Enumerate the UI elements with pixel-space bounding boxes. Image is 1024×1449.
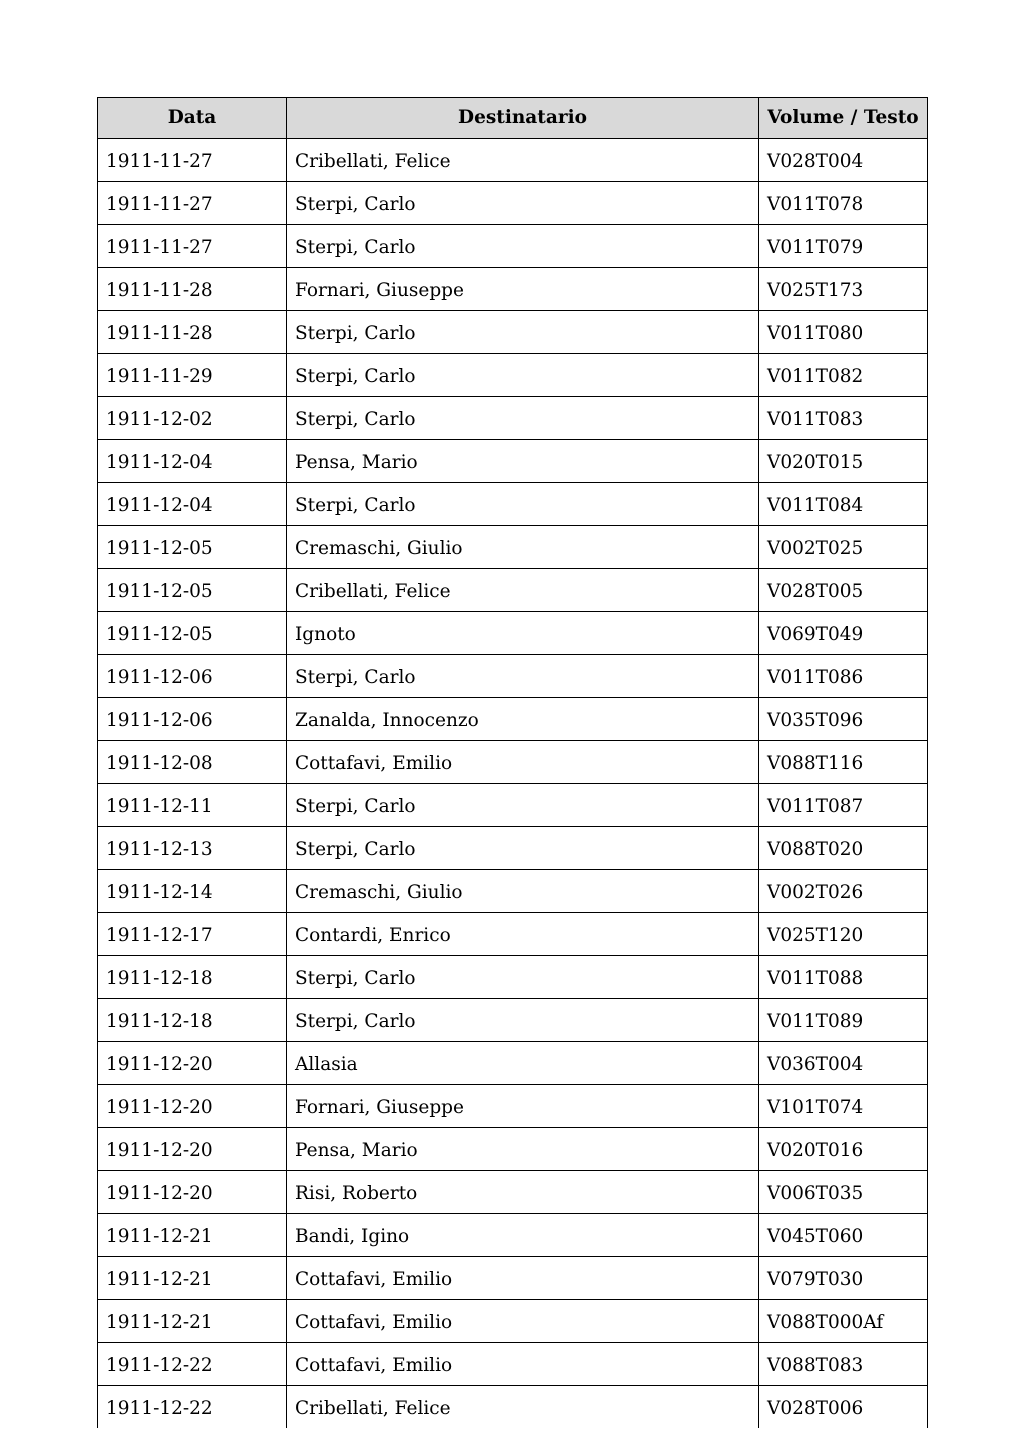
cell-recipient: Fornari, Giuseppe <box>287 268 759 311</box>
cell-date: 1911-12-05 <box>98 569 287 612</box>
cell-volume-text: V035T096 <box>759 698 928 741</box>
cell-recipient: Sterpi, Carlo <box>287 182 759 225</box>
cell-date: 1911-12-22 <box>98 1343 287 1386</box>
cell-recipient: Cottafavi, Emilio <box>287 1257 759 1300</box>
table-row <box>98 225 928 268</box>
cell-volume-text: V079T030 <box>759 1257 928 1300</box>
cell-date: 1911-12-21 <box>98 1214 287 1257</box>
table-row <box>98 784 928 827</box>
table-row <box>98 1257 928 1300</box>
cell-volume-text: V011T078 <box>759 182 928 225</box>
cell-recipient: Contardi, Enrico <box>287 913 759 956</box>
cell-recipient: Risi, Roberto <box>287 1171 759 1214</box>
cell-recipient: Cribellati, Felice <box>287 569 759 612</box>
cell-volume-text: V028T005 <box>759 569 928 612</box>
table-row <box>98 526 928 569</box>
cell-volume-text: V028T004 <box>759 139 928 182</box>
cell-date: 1911-12-08 <box>98 741 287 784</box>
header-recipient: Destinatario <box>287 98 759 139</box>
cell-recipient: Sterpi, Carlo <box>287 311 759 354</box>
cell-date: 1911-12-13 <box>98 827 287 870</box>
cell-volume-text: V002T025 <box>759 526 928 569</box>
table-row <box>98 655 928 698</box>
cell-date: 1911-12-11 <box>98 784 287 827</box>
cell-volume-text: V088T116 <box>759 741 928 784</box>
cell-volume-text: V025T173 <box>759 268 928 311</box>
cell-volume-text: V011T086 <box>759 655 928 698</box>
cell-date: 1911-12-20 <box>98 1042 287 1085</box>
cell-date: 1911-12-02 <box>98 397 287 440</box>
table-row <box>98 139 928 182</box>
cell-recipient: Sterpi, Carlo <box>287 827 759 870</box>
table-row <box>98 354 928 397</box>
cell-date: 1911-11-27 <box>98 139 287 182</box>
cell-recipient: Sterpi, Carlo <box>287 483 759 526</box>
cell-date: 1911-12-20 <box>98 1128 287 1171</box>
cell-volume-text: V025T120 <box>759 913 928 956</box>
letters-table <box>97 97 928 1428</box>
cell-recipient: Cottafavi, Emilio <box>287 741 759 784</box>
cell-volume-text: V020T015 <box>759 440 928 483</box>
cell-date: 1911-12-20 <box>98 1171 287 1214</box>
cell-volume-text: V088T020 <box>759 827 928 870</box>
cell-volume-text: V011T084 <box>759 483 928 526</box>
cell-recipient: Sterpi, Carlo <box>287 784 759 827</box>
cell-date: 1911-12-22 <box>98 1386 287 1429</box>
cell-date: 1911-11-28 <box>98 311 287 354</box>
cell-date: 1911-11-27 <box>98 182 287 225</box>
table-row <box>98 870 928 913</box>
table-row <box>98 1085 928 1128</box>
cell-date: 1911-12-20 <box>98 1085 287 1128</box>
cell-recipient: Cribellati, Felice <box>287 1386 759 1429</box>
cell-date: 1911-11-28 <box>98 268 287 311</box>
cell-volume-text: V011T083 <box>759 397 928 440</box>
table-row <box>98 1343 928 1386</box>
table-row <box>98 483 928 526</box>
cell-recipient: Zanalda, Innocenzo <box>287 698 759 741</box>
cell-volume-text: V011T079 <box>759 225 928 268</box>
cell-recipient: Cottafavi, Emilio <box>287 1343 759 1386</box>
table-row <box>98 311 928 354</box>
cell-volume-text: V002T026 <box>759 870 928 913</box>
cell-date: 1911-12-05 <box>98 526 287 569</box>
cell-date: 1911-12-06 <box>98 655 287 698</box>
cell-date: 1911-12-21 <box>98 1257 287 1300</box>
table-row <box>98 1214 928 1257</box>
table-row <box>98 956 928 999</box>
cell-recipient: Bandi, Igino <box>287 1214 759 1257</box>
cell-volume-text: V036T004 <box>759 1042 928 1085</box>
cell-volume-text: V011T089 <box>759 999 928 1042</box>
cell-volume-text: V011T087 <box>759 784 928 827</box>
cell-volume-text: V088T083 <box>759 1343 928 1386</box>
cell-recipient: Cremaschi, Giulio <box>287 870 759 913</box>
cell-recipient: Pensa, Mario <box>287 440 759 483</box>
table-row <box>98 1386 928 1429</box>
table-row <box>98 268 928 311</box>
table-row <box>98 999 928 1042</box>
letters-table-container <box>97 97 927 1419</box>
cell-recipient: Sterpi, Carlo <box>287 655 759 698</box>
cell-recipient: Sterpi, Carlo <box>287 225 759 268</box>
cell-date: 1911-12-18 <box>98 956 287 999</box>
cell-recipient: Sterpi, Carlo <box>287 999 759 1042</box>
cell-recipient: Sterpi, Carlo <box>287 397 759 440</box>
cell-date: 1911-12-04 <box>98 440 287 483</box>
table-row <box>98 698 928 741</box>
cell-volume-text: V011T082 <box>759 354 928 397</box>
table-row <box>98 1171 928 1214</box>
cell-volume-text: V088T000Af <box>759 1300 928 1343</box>
cell-recipient: Allasia <box>287 1042 759 1085</box>
header-volume-text: Volume / Testo <box>759 98 928 139</box>
cell-date: 1911-12-05 <box>98 612 287 655</box>
header-row <box>98 98 928 139</box>
cell-date: 1911-12-18 <box>98 999 287 1042</box>
cell-recipient: Cottafavi, Emilio <box>287 1300 759 1343</box>
table-row <box>98 182 928 225</box>
cell-date: 1911-12-06 <box>98 698 287 741</box>
cell-volume-text: V101T074 <box>759 1085 928 1128</box>
cell-volume-text: V011T080 <box>759 311 928 354</box>
cell-recipient: Sterpi, Carlo <box>287 354 759 397</box>
cell-date: 1911-12-14 <box>98 870 287 913</box>
table-row <box>98 913 928 956</box>
table-row <box>98 440 928 483</box>
cell-date: 1911-12-04 <box>98 483 287 526</box>
table-row <box>98 569 928 612</box>
cell-date: 1911-12-21 <box>98 1300 287 1343</box>
cell-volume-text: V069T049 <box>759 612 928 655</box>
cell-volume-text: V006T035 <box>759 1171 928 1214</box>
cell-volume-text: V020T016 <box>759 1128 928 1171</box>
cell-recipient: Ignoto <box>287 612 759 655</box>
cell-date: 1911-12-17 <box>98 913 287 956</box>
table-body <box>98 139 928 1429</box>
table-row <box>98 397 928 440</box>
table-header <box>98 98 928 139</box>
cell-volume-text: V011T088 <box>759 956 928 999</box>
header-date: Data <box>98 98 287 139</box>
cell-date: 1911-11-27 <box>98 225 287 268</box>
table-row <box>98 741 928 784</box>
table-row <box>98 1042 928 1085</box>
cell-date: 1911-11-29 <box>98 354 287 397</box>
cell-volume-text: V045T060 <box>759 1214 928 1257</box>
table-row <box>98 612 928 655</box>
table-row <box>98 1128 928 1171</box>
cell-recipient: Pensa, Mario <box>287 1128 759 1171</box>
table-row <box>98 1300 928 1343</box>
cell-recipient: Sterpi, Carlo <box>287 956 759 999</box>
table-row <box>98 827 928 870</box>
cell-volume-text: V028T006 <box>759 1386 928 1429</box>
cell-recipient: Cremaschi, Giulio <box>287 526 759 569</box>
cell-recipient: Fornari, Giuseppe <box>287 1085 759 1128</box>
cell-recipient: Cribellati, Felice <box>287 139 759 182</box>
